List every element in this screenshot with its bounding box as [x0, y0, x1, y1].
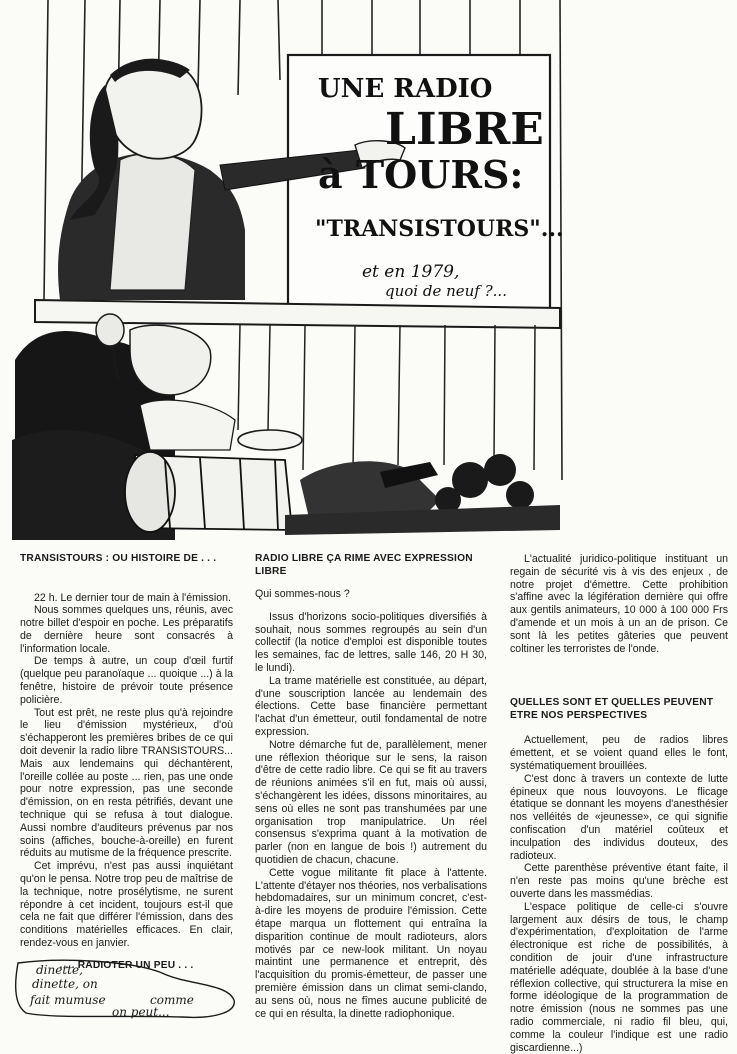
- note-line-2: dinette, on: [32, 977, 98, 991]
- col2-subheading: Qui sommes-nous ?: [255, 588, 350, 600]
- note-line-4: comme: [150, 993, 194, 1007]
- sign-line-4: "TRANSISTOURS"...: [315, 216, 564, 242]
- col3-paragraph: L'espace politique de celle-ci s'ouvre largement aux désirs de tous, le champ d'expérimentation, d'exploitation de l'arme électronique est riche de possibilités, à condition de jouir d'une infrastructure matérielle adéquate, doublée à la base d'une réflexion collective, qui structurera la mise en forme idéologique de la programmation de notre émission (nous ne sommes pas une radio commerciale, ni radio fil bleu, qui, comme la couleur l'indique est une radio giscardienne...): [510, 900, 728, 1054]
- col1-paragraph: Cet imprévu, n'est pas aussi inquiétant qu'on le pensa. Notre trop peu de maîtrise de la technique, notre prosélytisme, ne surent répondre à cet incident, toujours est-il que cela ne fait que différer l'émission, dans des conditions matérielles efficaces. En clair, rendez-vous en janvier.: [20, 860, 233, 950]
- article-column-2: [255, 553, 487, 1020]
- col2-paragraph: Issus d'horizons socio-politiques diversifiés à souhait, nous sommes regroupés au sein d'un collectif (la notice d'emploi est disponible toutes les semaines, fac de lettres, salle 146, 20 H 30, le lundi).: [255, 610, 487, 674]
- col1-closing: . . . RADIOTER UN PEU . . .: [59, 959, 194, 971]
- article-column-3: [510, 553, 728, 1054]
- sign-line-6: quoi de neuf ?...: [385, 282, 507, 300]
- col2-paragraph: La trame matérielle est constituée, au départ, d'une souscription lancée au lendemain des élections. Cette base financière permettant l'achat d'un émetteur, outil fondamental de notre expression.: [255, 674, 487, 738]
- col2-paragraph: Notre démarche fut de, parallèlement, mener une réflexion théorique sur le sens, la raison d'être de cette radio libre. Ce qui se fit au travers de réunions animées s'il en fut, mais où aussi, s'échangèrent les idées, dissons minoritaires, au sens où elles ne sont pas transhumées par une organisation trop manipulatrice. Un réel consensus s'exprima quant à la motivation de parler (non en langue de bois !) autrement du quotidien de chacun, chacune.: [255, 738, 487, 866]
- col2-paragraph: Cette vogue militante fit place à l'attente. L'attente d'étayer nos théories, nos verbalisations hebdomadaires, sur un minimum concret, c'est-à-dire les moyens de produire l'émission. Cette étape marqua un flottement qui entraîna la disparition continue de moult radioteurs, alors motivés par ce new-look militant. Un noyau maintint une permanence et entreprit, dès l'acquisition du promis-émetteur, de passer une première émission dans un climat semi-clando, au sens où, nous ne fîmes aucune publicité de ce qui en résulta, la dinette radiophonique.: [255, 866, 487, 1020]
- note-line-5: on peut...: [112, 1005, 170, 1019]
- col1-paragraph: Tout est prêt, ne reste plus qu'à rejoindre le lieu d'émission mystérieux, d'où s'échapperont les premières bribes de ce qui doit devenir la radio libre TRANSISTOURS... Mais aux lendemains qui déchantèrent, l'oreille collée au poste ... rien, pas une onde pour notre expression, pas une seconde d'émission, on en resta pétrifiés, devant une technique qui se refusa à tout dialogue. Aussi nombre d'auditeurs prévenus par nos soins (affiches, bouche-à-oreille) en furent réduits au mutisme de la fréquence prescrite.: [20, 706, 233, 860]
- col3-intro: L'actualité juridico-politique instituant un regain de sécurité vis à vis des enjeux , de notre projet d'émettre. Cette prohibition s'affine avec la légifération dernière qui offre aux gentils animateurs, 10 000 à 100 000 Frs d'amende et un mois à un an de prison. Ce sont là les petites gâteries que peuvent coltiner les terroristes de l'onde.: [510, 553, 728, 655]
- col3-paragraph: Cette parenthèse préventive étant faite, il n'en reste pas moins qu'une brèche est ouverte dans les massmédias.: [510, 862, 728, 900]
- col3-paragraph: Actuellement, peu de radios libres émettent, et se voient quand elles le font, systématiquement brouillées.: [510, 734, 728, 772]
- col2-heading: RADIO LIBRE ÇA RIME AVEC EXPRESSION LIBRE: [255, 553, 473, 577]
- col1-paragraph: De temps à autre, un coup d'œil furtif (quelque peu paranoïaque ... quoique ...) à la fenêtre, histoire de prévoir toute présence policière.: [20, 655, 233, 706]
- sign-line-5: et en 1979,: [362, 262, 460, 282]
- sign-line-3: à TOURS:: [318, 152, 524, 197]
- note-line-3: fait mumuse: [30, 993, 106, 1007]
- article-column-1: [20, 553, 233, 972]
- note-line-1: dinette,: [36, 963, 83, 977]
- col1-heading: TRANSISTOURS : OU HISTOIRE DE . . .: [20, 553, 217, 564]
- sign-line-1: UNE RADIO: [318, 74, 493, 104]
- col1-paragraph: Nous sommes quelques uns, réunis, avec notre billet d'espoir en poche. Les préparatifs de dernière heure sont consacrés à l'information locale.: [20, 604, 233, 655]
- col3-paragraph: C'est donc à travers un contexte de lutte épineux que nous louvoyons. Le flicage étatique se donnant les moyens d'anesthésier nos velléités de «jeunesse», ce qui signifie confiscation d'un matériel coûteux et inculpation des individus douteux, des radioteux.: [510, 772, 728, 862]
- col1-paragraph: 22 h. Le dernier tour de main à l'émission.: [34, 591, 231, 604]
- sign-line-2: LIBRE: [385, 104, 544, 155]
- col3-heading: QUELLES SONT ET QUELLES PEUVENT ETRE NOS PERSPECTIVES: [510, 697, 714, 721]
- handwritten-note: [12, 955, 237, 1021]
